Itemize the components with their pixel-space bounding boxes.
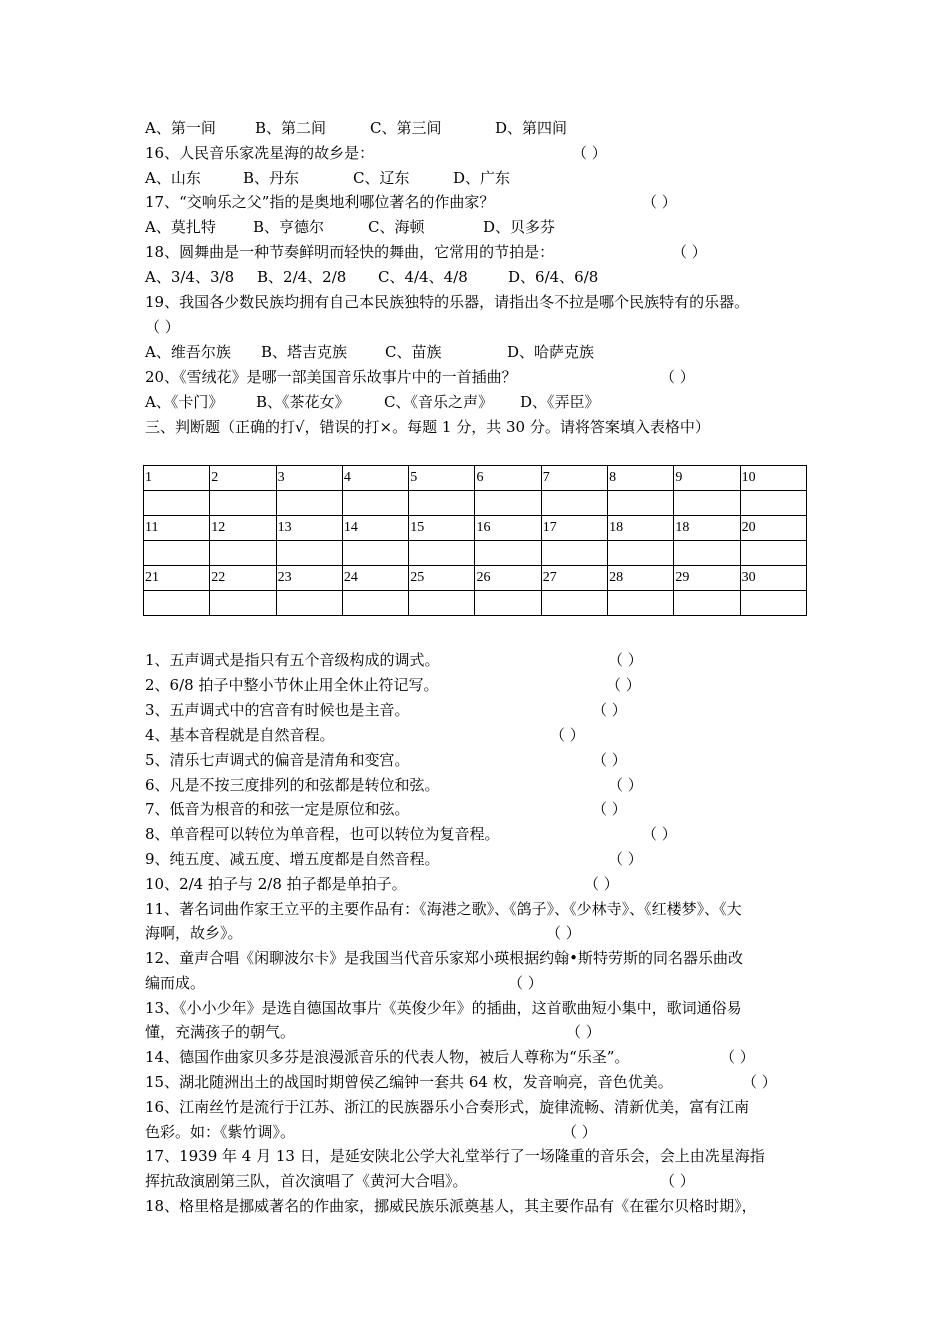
tf-item: 11、著名词曲作家王立平的主要作品有：《海港之歌》、《鸽子》、《少林寺》、《红楼梦》、《大 xyxy=(145,900,742,918)
option: D、广东 xyxy=(453,169,511,187)
answer-cell[interactable] xyxy=(541,491,607,516)
answer-paren[interactable]: （ ） xyxy=(660,1172,695,1190)
answer-paren[interactable]: （ ） xyxy=(642,193,677,211)
answer-paren[interactable]: （ ） xyxy=(608,850,643,868)
answer-cell[interactable] xyxy=(674,541,740,566)
mc19-options xyxy=(145,341,594,363)
answer-row xyxy=(144,541,807,566)
table-cell: 18 xyxy=(674,516,740,541)
mc18-options xyxy=(145,266,598,288)
table-cell: 25 xyxy=(409,566,475,591)
answer-cell[interactable] xyxy=(210,491,276,516)
tf-item: 13、《小小少年》是选自德国故事片《英俊少年》的插曲，这首歌曲短小集中，歌词通俗易 xyxy=(145,999,742,1017)
tf-item: 7、低音为根音的和弦一定是原位和弦。 xyxy=(145,800,410,818)
answer-paren[interactable]: （ ） xyxy=(592,701,627,719)
tf-item-cont: 懂，充满孩子的朝气。 xyxy=(145,1023,296,1041)
table-cell: 9 xyxy=(674,466,740,491)
table-header-row xyxy=(144,466,807,491)
table-cell: 6 xyxy=(475,466,541,491)
tf-item: 3、五声调式中的宫音有时候也是主音。 xyxy=(145,701,410,719)
table-cell: 23 xyxy=(276,566,342,591)
answer-cell[interactable] xyxy=(276,491,342,516)
option: D、《弄臣》 xyxy=(520,393,600,411)
table-cell: 21 xyxy=(144,566,210,591)
answer-cell[interactable] xyxy=(674,491,740,516)
tf-item-cont: 挥抗敌演剧第三队，首次演唱了《黄河大合唱》。 xyxy=(145,1172,468,1190)
answer-cell[interactable] xyxy=(342,541,408,566)
mc18-question: 18、圆舞曲是一种节奏鲜明而轻快的舞曲，它常用的节拍是： xyxy=(145,243,555,261)
tf-item: 15、湖北随洲出土的战国时期曾侯乙编钟一套共 64 枚，发音响亮，音色优美。 xyxy=(145,1073,673,1091)
table-cell: 15 xyxy=(409,516,475,541)
option: C、第三间 xyxy=(370,119,442,137)
tf-item: 6、凡是不按三度排列的和弦都是转位和弦。 xyxy=(145,776,440,794)
mc17-options xyxy=(145,216,555,238)
table-cell: 18 xyxy=(608,516,674,541)
option: A、维吾尔族 xyxy=(145,343,231,361)
option: B、丹东 xyxy=(243,169,300,187)
answer-paren[interactable]: （ ） xyxy=(608,651,643,669)
answer-paren[interactable]: （ ） xyxy=(584,875,619,893)
table-cell: 1 xyxy=(144,466,210,491)
answer-cell[interactable] xyxy=(144,541,210,566)
answer-paren[interactable]: （ ） xyxy=(742,1073,777,1091)
answer-cell[interactable] xyxy=(674,591,740,616)
answer-cell[interactable] xyxy=(210,541,276,566)
table-cell: 16 xyxy=(475,516,541,541)
answer-cell[interactable] xyxy=(740,591,806,616)
option: C、辽东 xyxy=(353,169,410,187)
tf-item-cont: 色彩。如：《紫竹调》。 xyxy=(145,1123,296,1141)
answer-paren[interactable]: （ ） xyxy=(145,318,180,336)
tf-item: 12、童声合唱《闲聊波尔卡》是我国当代音乐家郑小瑛根据约翰•斯特劳斯的同名器乐曲改 xyxy=(145,949,743,967)
option: A、莫扎特 xyxy=(145,218,216,236)
answer-cell[interactable] xyxy=(541,591,607,616)
tf-item: 9、纯五度、减五度、增五度都是自然音程。 xyxy=(145,850,440,868)
table-cell: 2 xyxy=(210,466,276,491)
option: C、《音乐之声》 xyxy=(384,393,493,411)
option: B、《茶花女》 xyxy=(256,393,350,411)
mc20-question: 20、《雪绒花》是哪一部美国音乐故事片中的一首插曲？ xyxy=(145,368,517,386)
option: D、贝多芬 xyxy=(483,218,556,236)
option: A、山东 xyxy=(145,169,201,187)
answer-paren[interactable]: （ ） xyxy=(572,144,607,162)
mc19-question: 19、我国各少数民族均拥有自己本民族独特的乐器，请指出冬不拉是哪个民族特有的乐器。 xyxy=(145,293,750,311)
tf-item-cont: 海啊，故乡》。 xyxy=(145,924,243,942)
tf-item: 8、单音程可以转位为单音程，也可以转位为复音程。 xyxy=(145,825,500,843)
option: D、哈萨克族 xyxy=(507,343,595,361)
answer-cell[interactable] xyxy=(541,541,607,566)
option: B、2/4、2/8 xyxy=(257,268,347,286)
table-cell: 8 xyxy=(608,466,674,491)
table-cell: 26 xyxy=(475,566,541,591)
table-header-row xyxy=(144,566,807,591)
mc15-options xyxy=(145,117,567,139)
table-cell: 11 xyxy=(144,516,210,541)
tf-item: 10、2/4 拍子与 2/8 拍子都是单拍子。 xyxy=(145,875,407,893)
answer-cell[interactable] xyxy=(475,591,541,616)
answer-cell[interactable] xyxy=(608,491,674,516)
option: A、第一间 xyxy=(145,119,216,137)
answer-paren[interactable]: （ ） xyxy=(672,243,707,261)
answer-cell[interactable] xyxy=(608,591,674,616)
answer-cell[interactable] xyxy=(740,491,806,516)
answer-paren[interactable]: （ ） xyxy=(508,974,543,992)
option: B、第二间 xyxy=(255,119,327,137)
table-cell: 12 xyxy=(210,516,276,541)
answer-paren[interactable]: （ ） xyxy=(546,924,581,942)
option: C、苗族 xyxy=(385,343,442,361)
section-title: 三、判断题（正确的打√，错误的打×。每题 1 分，共 30 分。请将答案填入表格中） xyxy=(145,418,710,436)
table-cell: 10 xyxy=(740,466,806,491)
table-cell: 17 xyxy=(541,516,607,541)
answer-paren[interactable]: （ ） xyxy=(592,751,627,769)
answer-cell[interactable] xyxy=(276,541,342,566)
mc20-options xyxy=(145,391,600,413)
answer-paren[interactable]: （ ） xyxy=(642,825,677,843)
table-cell: 13 xyxy=(276,516,342,541)
answer-cell[interactable] xyxy=(144,491,210,516)
answer-row xyxy=(144,491,807,516)
answer-cell[interactable] xyxy=(210,591,276,616)
answer-cell[interactable] xyxy=(409,491,475,516)
mc16-question: 16、人民音乐家冼星海的故乡是： xyxy=(145,144,375,162)
table-cell: 5 xyxy=(409,466,475,491)
table-cell: 22 xyxy=(210,566,276,591)
tf-item: 2、6/8 拍子中整小节休止用全休止符记写。 xyxy=(145,676,439,694)
answer-row xyxy=(144,591,807,616)
tf-item: 18、格里格是挪威著名的作曲家，挪威民族乐派奠基人，其主要作品有《在霍尔贝格时期》， xyxy=(145,1197,757,1215)
option: C、4/4、4/8 xyxy=(378,268,468,286)
table-cell: 7 xyxy=(541,466,607,491)
answer-table xyxy=(143,465,807,616)
mc16-options xyxy=(145,167,510,189)
table-cell: 3 xyxy=(276,466,342,491)
table-cell: 27 xyxy=(541,566,607,591)
answer-paren[interactable]: （ ） xyxy=(562,1123,597,1141)
option: C、海顿 xyxy=(368,218,425,236)
answer-paren[interactable]: （ ） xyxy=(720,1048,755,1066)
tf-item: 17、1939 年 4 月 13 日，是延安陕北公学大礼堂举行了一场隆重的音乐会，会上由冼星海指 xyxy=(145,1147,765,1165)
option: A、3/4、3/8 xyxy=(145,268,235,286)
tf-item: 14、德国作曲家贝多芬是浪漫派音乐的代表人物，被后人尊称为“乐圣”。 xyxy=(145,1048,630,1066)
answer-cell[interactable] xyxy=(409,541,475,566)
option: D、第四间 xyxy=(495,119,568,137)
answer-paren[interactable]: （ ） xyxy=(566,1023,601,1041)
answer-cell[interactable] xyxy=(475,541,541,566)
tf-item: 1、五声调式是指只有五个音级构成的调式。 xyxy=(145,651,440,669)
answer-cell[interactable] xyxy=(409,591,475,616)
table-cell: 30 xyxy=(740,566,806,591)
answer-paren[interactable]: （ ） xyxy=(608,776,643,794)
table-cell: 28 xyxy=(608,566,674,591)
table-cell: 24 xyxy=(342,566,408,591)
option: B、塔吉克族 xyxy=(261,343,348,361)
tf-item: 4、基本音程就是自然音程。 xyxy=(145,726,335,744)
table-header-row xyxy=(144,516,807,541)
tf-item: 16、江南丝竹是流行于江苏、浙江的民族器乐小合奏形式，旋律流畅、清新优美，富有江南 xyxy=(145,1098,750,1116)
option: D、6/4、6/8 xyxy=(508,268,599,286)
answer-cell[interactable] xyxy=(144,591,210,616)
option: A、《卡门》 xyxy=(145,393,224,411)
tf-item: 5、清乐七声调式的偏音是清角和变宫。 xyxy=(145,751,410,769)
answer-cell[interactable] xyxy=(276,591,342,616)
tf-item-cont: 编而成。 xyxy=(145,974,206,992)
answer-cell[interactable] xyxy=(608,541,674,566)
answer-paren[interactable]: （ ） xyxy=(660,368,695,386)
answer-cell[interactable] xyxy=(475,491,541,516)
answer-cell[interactable] xyxy=(342,591,408,616)
table-cell: 20 xyxy=(740,516,806,541)
answer-cell[interactable] xyxy=(740,541,806,566)
mc17-question: 17、“交响乐之父”指的是奥地利哪位著名的作曲家？ xyxy=(145,193,495,211)
answer-paren[interactable]: （ ） xyxy=(606,676,641,694)
table-cell: 4 xyxy=(342,466,408,491)
option: B、亨德尔 xyxy=(253,218,325,236)
answer-cell[interactable] xyxy=(342,491,408,516)
answer-paren[interactable]: （ ） xyxy=(592,800,627,818)
table-cell: 14 xyxy=(342,516,408,541)
answer-paren[interactable]: （ ） xyxy=(550,726,585,744)
table-cell: 29 xyxy=(674,566,740,591)
